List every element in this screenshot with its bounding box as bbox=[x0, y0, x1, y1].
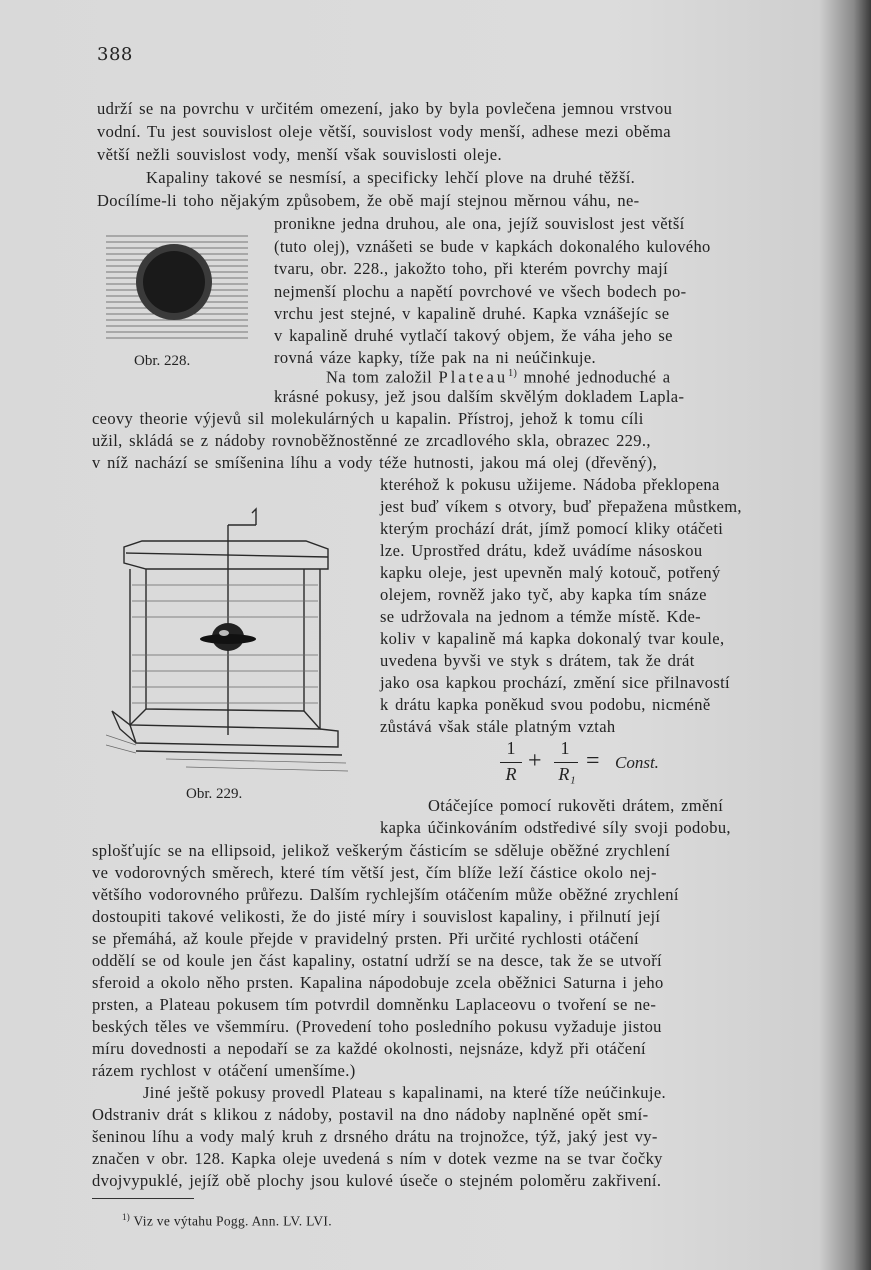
footnote-ref: 1) bbox=[508, 368, 518, 379]
formula-equals: = bbox=[586, 748, 600, 774]
figure-229-apparatus bbox=[106, 505, 356, 785]
footnote-mark: 1) bbox=[122, 1212, 131, 1222]
footnote-text: Viz ve výtahu Pogg. Ann. LV. LVI. bbox=[133, 1213, 332, 1229]
text-line: dvojvypuklé, jejíž obě plochy jsou kulové úseče o stejném poloměru zakřivení. bbox=[92, 1171, 662, 1190]
text-line: rázem rychlost v otáčení umenšíme.) bbox=[92, 1061, 356, 1080]
text-line: pronikne jedna druhou, ale ona, jejíž souvislost jest větší bbox=[274, 214, 685, 233]
text-line: oddělí se od koule jen část kapaliny, ostatní udrží se na desce, tak že se utvoří bbox=[92, 951, 662, 970]
text-line: v kapalině druhé vytlačí takový objem, že váha jeho se bbox=[274, 326, 673, 345]
text-line: prsten, a Plateau pokusem tím potvrdil domněnku Laplaceovu o tvoření se ne- bbox=[92, 995, 657, 1014]
text-line: kterým prochází drát, jímž pomocí kliky otáčeti bbox=[380, 519, 724, 538]
formula-rhs: Const. bbox=[615, 753, 659, 772]
text-line: většího vodorovného průřezu. Dalším rychlejším otáčením může oběžné zrychlení bbox=[92, 885, 679, 904]
text-line: značen v obr. 128. Kapka oleje uvedená s ním v dotek vezme na se tvar čočky bbox=[92, 1149, 663, 1168]
text-line: udrží se na povrchu v určitém omezení, jako by byla povlečena jemnou vrstvou bbox=[97, 99, 673, 118]
text-line: koliv v kapalině má kapka dokonalý tvar koule, bbox=[380, 629, 725, 648]
text-line: dostoupiti takové velikosti, že do jisté míry i souvislost kapaliny, i přilnutí její bbox=[92, 907, 661, 926]
text-line: kapku oleje, jest upevněn malý kotouč, potřený bbox=[380, 563, 721, 582]
formula-numerator: 1 bbox=[560, 738, 570, 758]
text-line: tvaru, obr. 228., jakožto toho, při kterém povrchy mají bbox=[274, 259, 669, 278]
text-line: Odstraniv drát s klikou z nádoby, postavil na dno nádoby naplněné opět smí- bbox=[92, 1105, 649, 1124]
text-line: zůstává však stále platným vztah bbox=[380, 717, 616, 736]
footnote-rule bbox=[92, 1198, 194, 1199]
text-line: šeninou líhu a vody malý kruh z drsného drátu na trojnožce, týž, jaký jest vy- bbox=[92, 1127, 658, 1146]
text-line: vrchu jest stejné, v kapalině druhé. Kapka vznášejíc se bbox=[274, 304, 670, 323]
formula bbox=[496, 738, 686, 788]
text-line: beských těles ve všemmíru. (Provedení toho posledního pokusu vyžaduje jistou bbox=[92, 1017, 662, 1036]
text-line: lze. Uprostřed drátu, kdež uvádíme násoskou bbox=[380, 541, 703, 560]
formula-denominator: R bbox=[505, 764, 517, 784]
text-line: Jiné ještě pokusy provedl Plateau s kapalinami, na které tíže neúčinkuje. bbox=[143, 1083, 666, 1102]
text-line: (tuto olej), vznášeti se bude v kapkách dokonalého kulového bbox=[274, 237, 711, 256]
text-line: Otáčejíce pomocí rukověti drátem, změní bbox=[428, 796, 724, 815]
text-line: se přemáhá, až koule přejde v pravidelný prsten. Při určité rychlosti otáčení bbox=[92, 929, 639, 948]
formula-numerator: 1 bbox=[506, 738, 516, 758]
text-line: Docílíme-li toho nějakým způsobem, že obě mají stejnou měrnou váhu, ne- bbox=[97, 191, 640, 210]
text-line: splošťujíc se na ellipsoid, jelikož veškerým částicím se sděluje oběžné zrychlení bbox=[92, 841, 671, 860]
plateau-name: Plateau bbox=[438, 367, 509, 387]
figure-228-drop bbox=[106, 232, 250, 344]
fraction-bar bbox=[554, 762, 578, 763]
plateau-prefix: Na tom založil bbox=[326, 367, 433, 387]
text-line: Kapaliny takové se nesmísí, a specificky lehčí plove na druhé těžší. bbox=[146, 168, 636, 187]
fraction-bar bbox=[500, 762, 522, 763]
text-line: jest buď víkem s otvory, buď přepažena můstkem, bbox=[380, 497, 742, 516]
text-line: krásné pokusy, jež jsou dalším skvělým dokladem Lapla- bbox=[274, 387, 685, 406]
text-line: kapka účinkováním odstředivé síly svoji podobu, bbox=[380, 818, 731, 837]
plateau-line bbox=[326, 364, 670, 388]
text-line: větší nežli souvislost vody, menší však souvislosti oleje. bbox=[97, 145, 502, 164]
text-line: míru dovednosti a nepodaří se za každé okolnosti, nejsnáze, když při otáčení bbox=[92, 1039, 646, 1058]
text-line: v níž nachází se smíšenina líhu a vody téže hutnosti, jakou má olej (dřevěný), bbox=[92, 453, 658, 472]
text-line: ceovy theorie výjevů sil molekulárných u kapalin. Přístroj, jehož k tomu cíli bbox=[92, 409, 644, 428]
text-line: kteréhož k pokusu užijeme. Nádoba překlopena bbox=[380, 475, 720, 494]
text-line: k drátu kapka poněkud svou podobu, nicméně bbox=[380, 695, 711, 714]
figure-229-caption: Obr. 229. bbox=[186, 786, 243, 802]
text-line: sferoid a okolo něho prsten. Kapalina nápodobuje zcela oběžnici Saturna i jeho bbox=[92, 973, 664, 992]
footnote bbox=[122, 1212, 332, 1230]
text-line: rovná váze kapky, tíže pak na ni neúčinkuje. bbox=[274, 348, 597, 367]
text-line: olejem, rovněž jako tyč, aby kapka tím snáze bbox=[380, 585, 707, 604]
plateau-suffix: mnohé jednoduché a bbox=[523, 367, 671, 387]
text-line: vodní. Tu jest souvislost oleje větší, souvislost vody menší, adhese mezi oběma bbox=[97, 122, 671, 141]
text-line: ve vodorovných směrech, které tím větší jest, čím blíže leží částice okolo nej- bbox=[92, 863, 657, 882]
formula-denominator: R₁ bbox=[558, 764, 576, 784]
text-line: užil, skládá se z nádoby rovnoběžnostěnné ze zrcadlového skla, obrazec 229., bbox=[92, 431, 651, 450]
text-line: nejmenší plochu a napětí povrchové ve všech bodech po- bbox=[274, 282, 687, 301]
text-line: jako osa kapkou prochází, změní sice přilnavostí bbox=[380, 673, 730, 692]
figure-228-caption: Obr. 228. bbox=[134, 353, 191, 369]
page-number: 388 bbox=[97, 44, 133, 65]
text-line: se udržovala na jednom a témže místě. Kde- bbox=[380, 607, 702, 626]
formula-plus: + bbox=[528, 748, 542, 774]
text-line: uvedena byvši ve styk s drátem, tak že drát bbox=[380, 651, 695, 670]
